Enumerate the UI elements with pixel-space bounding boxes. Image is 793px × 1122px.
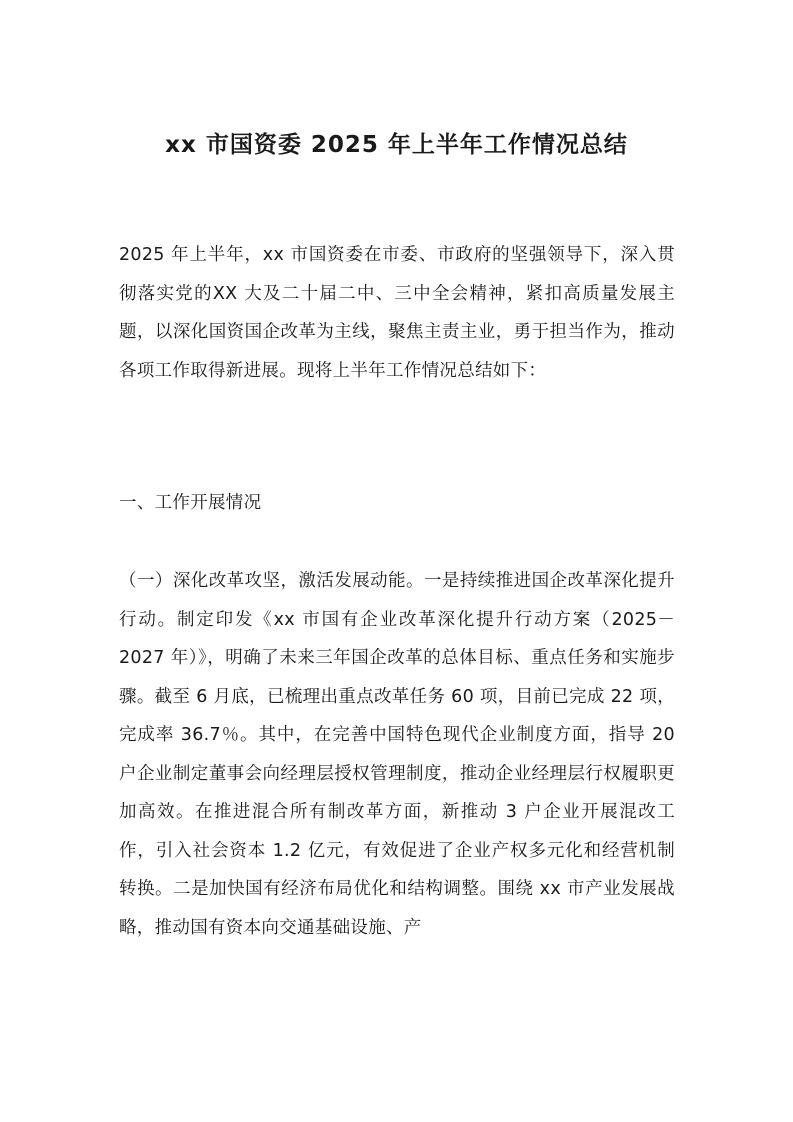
section-1-paragraph: （一）深化改革攻坚，激活发展动能。一是持续推进国企改革深化提升行动。制定印发《xx 市国有企业改革深化提升行动方案（2025－2027 年）》，明确了未来三年国企改革的总体目标、重点任务和实施步骤。截至 6 月底，已梳理出重点改革任务 60 项，目前已完成 22 项，完成率 36.7％。其中，在完善中国特色现代企业制度方面，指导 20 户企业制定董事会向经理层授权管理制度，推动企业经理层行权履职更加高效。在推进混合所有制改革方面，新推动 3 户企业开展混改工作，引入社会资本 1.2 亿元，有效促进了企业产权多元化和经营机制转换。二是加快国有经济布局优化和结构调整。围绕 xx 市产业发展战略，推动国有资本向交通基础设施、产 xyxy=(119,571,675,938)
intro-paragraph: 2025 年上半年，xx 市国资委在市委、市政府的坚强领导下，深入贯彻落实党的XX 大及二十届二中、三中全会精神，紧扣高质量发展主题，以深化国资国企改革为主线，聚焦主责主业，勇于担当作为，推动各项工作取得新进展。现将上半年工作情况总结如下： xyxy=(119,245,675,381)
document-title: xx 市国资委 2025 年上半年工作情况总结 xyxy=(165,132,628,158)
section-heading: 一、工作开展情况 xyxy=(119,493,262,513)
